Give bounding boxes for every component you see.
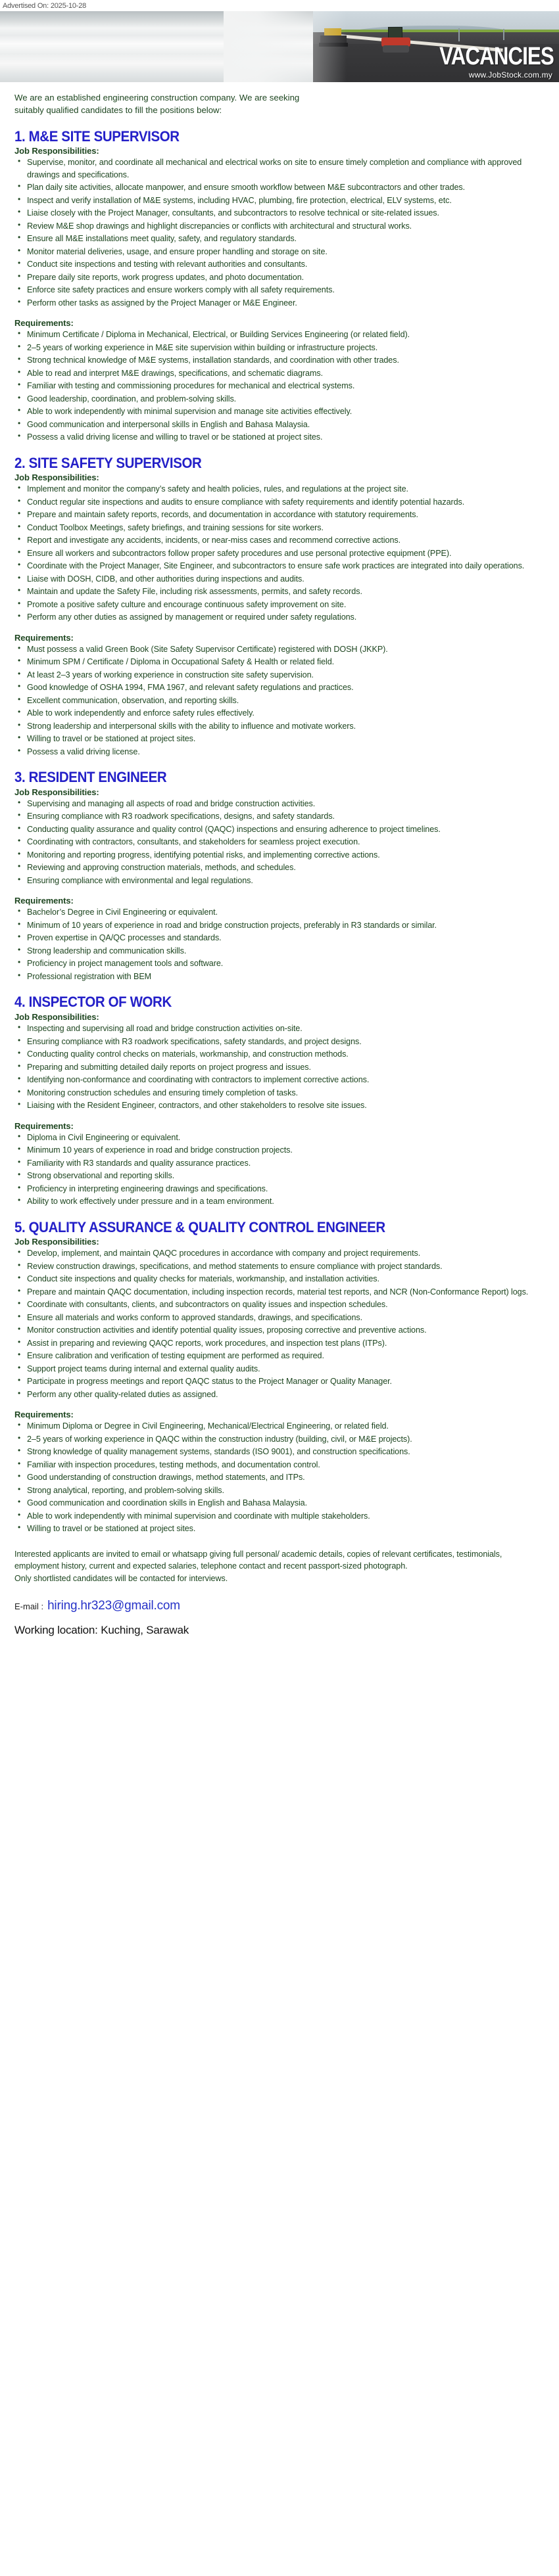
requirements-list [14, 1132, 545, 1208]
requirements-heading: Requirements: [14, 896, 74, 906]
banner-blend-overlay [224, 11, 347, 82]
responsibility-item: • Supervising and managing all aspects of road and bridge construction activities. [14, 798, 545, 810]
responsibilities-list [14, 156, 545, 309]
requirement-item: • Strong analytical, reporting, and problem-solving skills. [14, 1484, 545, 1497]
requirements-heading: Requirements: [14, 632, 74, 643]
requirement-item: • Strong leadership and interpersonal skills with the ability to influence and motivate workers. [14, 720, 545, 733]
responsibility-item: • Ensuring compliance with environmental and legal regulations. [14, 875, 545, 887]
advertised-on-date: Advertised On: 2025-10-28 [3, 2, 87, 10]
requirement-item: • Good communication and interpersonal skills in English and Bahasa Malaysia. [14, 419, 545, 431]
responsibility-item: • Conducting quality control checks on materials, workmanship, and construction methods. [14, 1048, 545, 1061]
responsibility-item: • Assist in preparing and reviewing QAQC reports, work procedures, and inspection test plans (ITPs). [14, 1337, 545, 1350]
requirements-list [14, 906, 545, 982]
email-address-link[interactable]: hiring.hr323@gmail.com [47, 1599, 180, 1613]
requirement-item: • Strong observational and reporting skills. [14, 1170, 545, 1182]
responsibility-item: • Prepare and maintain QAQC documentation, including inspection records, material test reports, and NCR (Non-Conformance Report) logs. [14, 1286, 545, 1299]
requirement-item: • Minimum Certificate / Diploma in Mechanical, Electrical, or Building Services Engineering (or related field). [14, 329, 545, 341]
requirement-item: • Excellent communication, observation, and reporting skills. [14, 695, 545, 707]
requirement-item: • Must possess a valid Green Book (Site Safety Supervisor Certificate) registered with DOSH (JKKP). [14, 643, 545, 656]
requirement-item: • Familiar with inspection procedures, testing methods, and documentation control. [14, 1459, 545, 1471]
responsibility-item: • Conducting quality assurance and quality control (QAQC) inspections and ensuring adherence to project timelines. [14, 823, 545, 836]
requirement-item: • Bachelor’s Degree in Civil Engineering or equivalent. [14, 906, 545, 919]
responsibility-item: • Supervise, monitor, and coordinate all mechanical and electrical works on site to ensure timely completion and compliance with approved drawings and specifications. [14, 156, 545, 181]
responsibility-item: • Conduct Toolbox Meetings, safety briefings, and training sessions for site workers. [14, 522, 545, 534]
responsibilities-heading: Job Responsibilities: [14, 472, 99, 483]
job-section [14, 770, 545, 982]
requirement-item: • Proven expertise in QA/QC processes and standards. [14, 932, 545, 944]
responsibility-item: • Prepare and maintain safety reports, records, and documentation in accordance with statutory requirements. [14, 509, 545, 521]
responsibility-item: • Ensure all workers and subcontractors follow proper safety procedures and use personal protective equipment (PPE). [14, 547, 545, 560]
requirement-item: • Able to work independently with minimal supervision and coordinate with multiple stakeholders. [14, 1510, 545, 1523]
requirement-item: • Strong knowledge of quality management systems, standards (ISO 9001), and construction specifications. [14, 1446, 545, 1458]
responsibility-item: • Implement and monitor the company’s safety and health policies, rules, and regulations at the project site. [14, 483, 545, 495]
requirement-item: • 2–5 years of working experience in M&E site supervision within building or infrastructure projects. [14, 342, 545, 354]
job-title: 1. M&E SITE SUPERVISOR [14, 127, 180, 145]
requirement-item: • Familiarity with R3 standards and quality assurance practices. [14, 1157, 545, 1170]
responsibility-item: • Develop, implement, and maintain QAQC procedures in accordance with company and project requirements. [14, 1247, 545, 1260]
requirement-item: • Good communication and coordination skills in English and Bahasa Malaysia. [14, 1497, 545, 1509]
job-section [14, 1220, 545, 1535]
responsibility-item: • Monitoring and reporting progress, identifying potential risks, and implementing corrective actions. [14, 849, 545, 862]
responsibility-item: • Report and investigate any accidents, incidents, or near-miss cases and recommend corrective actions. [14, 534, 545, 547]
requirement-item: • Able to work independently and enforce safety rules effectively. [14, 707, 545, 720]
responsibility-item: • Prepare daily site reports, work progress updates, and photo documentation. [14, 271, 545, 284]
responsibility-item: • Perform any other duties as assigned by management or required under safety regulations. [14, 611, 545, 624]
responsibility-item: • Monitor construction activities and identify potential quality issues, proposing corrective and preventive actions. [14, 1324, 545, 1337]
job-title: 2. SITE SAFETY SUPERVISOR [14, 454, 202, 471]
requirement-item: • Possess a valid driving license and willing to travel or be stationed at project sites. [14, 431, 545, 444]
responsibilities-list [14, 1023, 545, 1112]
responsibilities-heading: Job Responsibilities: [14, 1237, 99, 1247]
requirement-item: • Proficiency in project management tools and software. [14, 957, 545, 970]
job-title: 5. QUALITY ASSURANCE & QUALITY CONTROL ENGINEER [14, 1218, 385, 1235]
responsibility-item: • Ensure all M&E installations meet quality, safety, and regulatory standards. [14, 233, 545, 245]
responsibility-item: • Identifying non-conformance and coordinating with contractors to implement corrective actions. [14, 1074, 545, 1086]
working-location-text: Working location: Kuching, Sarawak [14, 1624, 189, 1637]
requirement-item: • Good leadership, coordination, and problem-solving skills. [14, 393, 545, 405]
responsibility-item: • Maintain and update the Safety File, including risk assessments, permits, and safety records. [14, 586, 545, 598]
requirement-item: • At least 2–3 years of working experience in construction site safety supervision. [14, 669, 545, 681]
job-section [14, 994, 545, 1207]
responsibility-item: • Ensuring compliance with R3 roadwork specifications, designs, and safety standards. [14, 810, 545, 823]
banner-road-roller [380, 27, 412, 53]
email-label: E-mail : [14, 1601, 44, 1612]
requirement-item: • Familiar with testing and commissioning procedures for mechanical and electrical systems. [14, 380, 545, 392]
responsibility-item: • Promote a positive safety culture and encourage continuous safety improvement on site. [14, 599, 545, 611]
application-instructions-line-2: Only shortlisted candidates will be contacted for interviews. [14, 1573, 228, 1583]
banner-utility-pole-2 [503, 29, 504, 40]
responsibility-item: • Conduct site inspections and quality checks for materials, workmanship, and installation activities. [14, 1273, 545, 1285]
responsibility-item: • Coordinating with contractors, consultants, and stakeholders for seamless project execution. [14, 836, 545, 848]
responsibilities-heading: Job Responsibilities: [14, 146, 99, 156]
banner-website-url: www.JobStock.com.my [468, 70, 552, 80]
vacancies-banner-image [0, 11, 559, 82]
requirement-item: • Diploma in Civil Engineering or equivalent. [14, 1132, 545, 1144]
requirement-item: • Willing to travel or be stationed at project sites. [14, 733, 545, 745]
requirement-item: • Minimum 10 years of experience in road and bridge construction projects. [14, 1144, 545, 1157]
responsibility-item: • Plan daily site activities, allocate manpower, and ensure smooth workflow between M&E subcontractors and other trades. [14, 181, 545, 194]
responsibility-item: • Ensuring compliance with R3 roadwork specifications, safety standards, and project designs. [14, 1036, 545, 1048]
requirement-item: • Minimum Diploma or Degree in Civil Engineering, Mechanical/Electrical Engineering, or related field. [14, 1420, 545, 1433]
requirements-list [14, 643, 545, 758]
requirements-heading: Requirements: [14, 1410, 74, 1420]
requirements-heading: Requirements: [14, 1120, 74, 1131]
requirement-item: • Minimum SPM / Certificate / Diploma in Occupational Safety & Health or related field. [14, 656, 545, 668]
responsibilities-heading: Job Responsibilities: [14, 787, 99, 797]
job-section [14, 129, 545, 444]
requirement-item: • Ability to work effectively under pressure and in a team environment. [14, 1195, 545, 1208]
responsibility-item: • Inspect and verify installation of M&E systems, including HVAC, plumbing, fire protection, electrical, ELV systems, etc. [14, 195, 545, 207]
responsibility-item: • Ensure all materials and works conform to approved standards, drawings, and specifications. [14, 1312, 545, 1324]
responsibility-item: • Perform other tasks as assigned by the Project Manager or M&E Engineer. [14, 297, 545, 310]
responsibilities-list [14, 798, 545, 887]
responsibility-item: • Monitor material deliveries, usage, and ensure proper handling and storage on site. [14, 246, 545, 258]
job-title: 3. RESIDENT ENGINEER [14, 769, 167, 786]
responsibility-item: • Conduct site inspections and testing with relevant authorities and consultants. [14, 258, 545, 271]
requirement-item: • Able to work independently with minimal supervision and manage site activities effectively. [14, 405, 545, 418]
banner-utility-pole-1 [458, 28, 460, 41]
requirement-item: • Willing to travel or be stationed at project sites. [14, 1523, 545, 1535]
requirement-item: • Minimum of 10 years of experience in road and bridge construction projects, preferably in R3 standards or similar. [14, 919, 545, 932]
requirement-item: • Able to read and interpret M&E drawings, specifications, and schematic diagrams. [14, 367, 545, 380]
requirement-item: • Proficiency in interpreting engineering drawings and specifications. [14, 1183, 545, 1195]
requirements-list [14, 1420, 545, 1535]
company-intro-text: We are an established engineering construction company. We are seeking suitably qualified candidates to fill the positions below: [14, 93, 300, 116]
responsibility-item: • Monitoring construction schedules and ensuring timely completion of tasks. [14, 1087, 545, 1099]
responsibility-item: • Review construction drawings, specifications, and method statements to ensure compliance with project standards. [14, 1260, 545, 1273]
responsibility-item: • Conduct regular site inspections and audits to ensure compliance with safety requirements and identify potential hazards. [14, 496, 545, 509]
advertisement-body [0, 82, 559, 1637]
requirements-list [14, 329, 545, 444]
responsibility-item: • Coordinate with consultants, clients, and subcontractors on quality issues and inspection schedules. [14, 1299, 545, 1311]
responsibility-item: • Participate in progress meetings and report QAQC status to the Project Manager or Quality Manager. [14, 1375, 545, 1388]
responsibilities-list [14, 483, 545, 624]
requirement-item: • Possess a valid driving license. [14, 746, 545, 758]
responsibility-item: • Review M&E shop drawings and highlight discrepancies or conflicts with architectural and structural works. [14, 220, 545, 233]
application-instructions-line-1: Interested applicants are invited to email or whatsapp giving full personal/ academic details, copies of relevant certificates, testimonials, employment history, current and expected salaries, telephone contact and recent passport-sized photograph. [14, 1549, 502, 1571]
requirement-item: • 2–5 years of working experience in QAQC within the construction industry (building, civil, or M&E projects). [14, 1433, 545, 1446]
responsibility-item: • Perform any other quality-related duties as assigned. [14, 1389, 545, 1401]
responsibility-item: • Liaise with DOSH, CIDB, and other authorities during inspections and audits. [14, 573, 545, 586]
requirements-heading: Requirements: [14, 318, 74, 329]
responsibilities-heading: Job Responsibilities: [14, 1012, 99, 1023]
responsibility-item: • Support project teams during internal and external quality audits. [14, 1363, 545, 1375]
responsibility-item: • Ensure calibration and verification of testing equipment are performed as required. [14, 1350, 545, 1362]
application-instructions [14, 1548, 545, 1585]
job-section [14, 455, 545, 758]
requirement-item: • Strong leadership and communication skills. [14, 945, 545, 957]
responsibility-item: • Enforce site safety practices and ensure workers comply with all safety requirements. [14, 284, 545, 296]
responsibility-item: • Preparing and submitting detailed daily reports on project progress and issues. [14, 1061, 545, 1074]
requirement-item: • Professional registration with BEM [14, 971, 545, 983]
responsibility-item: • Coordinate with the Project Manager, Site Engineer, and subcontractors to ensure safe work practices are integrated into daily operations. [14, 560, 545, 572]
requirement-item: • Good knowledge of OSHA 1994, FMA 1967, and relevant safety regulations and practices. [14, 681, 545, 694]
responsibility-item: • Liaising with the Resident Engineer, contractors, and other stakeholders to resolve site issues. [14, 1099, 545, 1112]
responsibility-item: • Reviewing and approving construction materials, methods, and schedules. [14, 862, 545, 874]
requirement-item: • Good understanding of construction drawings, method statements, and ITPs. [14, 1471, 545, 1484]
requirement-item: • Strong technical knowledge of M&E systems, installation standards, and coordination with other trades. [14, 354, 545, 367]
job-title: 4. INSPECTOR OF WORK [14, 994, 172, 1011]
responsibility-item: • Inspecting and supervising all road and bridge construction activities on-site. [14, 1023, 545, 1035]
job-listings [14, 129, 545, 1535]
responsibility-item: • Liaise closely with the Project Manager, consultants, and subcontractors to resolve technical or site-related issues. [14, 207, 545, 219]
email-contact-row [14, 1599, 545, 1613]
banner-headline: VACANCIES [439, 43, 554, 70]
responsibilities-list [14, 1247, 545, 1400]
